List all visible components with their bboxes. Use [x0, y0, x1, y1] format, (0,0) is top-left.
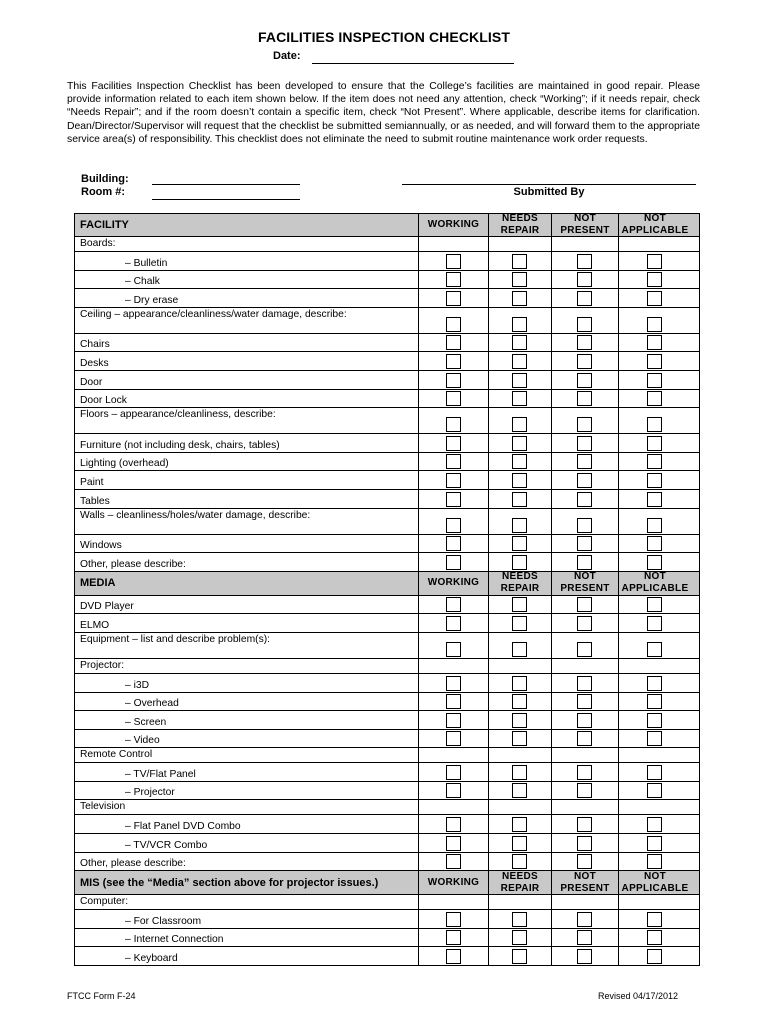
- item-label: – Bulletin: [125, 257, 168, 269]
- not-present-checkbox[interactable]: [577, 317, 592, 332]
- item-label: – Screen: [125, 716, 167, 728]
- item-label: – Video: [125, 735, 160, 747]
- column-header: WORKING: [418, 871, 488, 894]
- not-applicable-checkbox[interactable]: [647, 473, 662, 488]
- needs-repair-checkbox[interactable]: [512, 335, 527, 350]
- form-number: FTCC Form F-24: [67, 991, 136, 1001]
- checklist-row: [74, 614, 700, 633]
- needs-repair-checkbox[interactable]: [512, 555, 527, 570]
- column-header: NOT APPLICABLE: [618, 214, 691, 236]
- checklist-row: [74, 947, 700, 966]
- item-label: – Overhead: [125, 698, 179, 710]
- not-applicable-checkbox[interactable]: [647, 291, 662, 306]
- not-applicable-checkbox[interactable]: [647, 436, 662, 451]
- checklist-row: [74, 834, 700, 853]
- not-present-checkbox[interactable]: [577, 473, 592, 488]
- working-checkbox[interactable]: [446, 473, 461, 488]
- item-label: Television: [80, 801, 126, 813]
- needs-repair-checkbox[interactable]: [512, 317, 527, 332]
- needs-repair-checkbox[interactable]: [512, 391, 527, 406]
- room-field[interactable]: [152, 199, 300, 200]
- column-header: NEEDS REPAIR: [488, 572, 551, 595]
- not-present-checkbox[interactable]: [577, 616, 592, 631]
- checklist-row: [74, 490, 700, 509]
- needs-repair-checkbox[interactable]: [512, 642, 527, 657]
- checklist-row: [74, 237, 700, 252]
- form-title: FACILITIES INSPECTION CHECKLIST: [257, 29, 510, 45]
- not-present-checkbox[interactable]: [577, 694, 592, 709]
- not-applicable-checkbox[interactable]: [647, 713, 662, 728]
- checklist-row: [74, 535, 700, 554]
- needs-repair-checkbox[interactable]: [512, 291, 527, 306]
- needs-repair-checkbox[interactable]: [512, 713, 527, 728]
- section-header: [74, 871, 700, 895]
- checklist-row: [74, 659, 700, 674]
- item-label: Projector:: [80, 659, 125, 671]
- date-label: Date:: [273, 50, 301, 62]
- needs-repair-checkbox[interactable]: [512, 373, 527, 388]
- not-present-checkbox[interactable]: [577, 930, 592, 945]
- not-applicable-checkbox[interactable]: [647, 354, 662, 369]
- checklist-row: [74, 800, 700, 815]
- item-label: Walls – cleanliness/holes/water damage, describe:: [80, 509, 311, 521]
- item-label: – Internet Connection: [125, 934, 224, 946]
- working-checkbox[interactable]: [446, 555, 461, 570]
- not-present-checkbox[interactable]: [577, 391, 592, 406]
- not-applicable-checkbox[interactable]: [647, 518, 662, 533]
- needs-repair-checkbox[interactable]: [512, 473, 527, 488]
- item-label: – Dry erase: [125, 294, 179, 306]
- working-checkbox[interactable]: [446, 391, 461, 406]
- checklist-row: [74, 553, 700, 572]
- not-applicable-checkbox[interactable]: [647, 536, 662, 551]
- needs-repair-checkbox[interactable]: [512, 854, 527, 869]
- checklist-row: [74, 596, 700, 615]
- needs-repair-checkbox[interactable]: [512, 817, 527, 832]
- not-applicable-checkbox[interactable]: [647, 335, 662, 350]
- needs-repair-checkbox[interactable]: [512, 492, 527, 507]
- not-present-checkbox[interactable]: [577, 335, 592, 350]
- not-applicable-checkbox[interactable]: [647, 694, 662, 709]
- working-checkbox[interactable]: [446, 676, 461, 691]
- date-field[interactable]: [312, 63, 514, 64]
- not-present-checkbox[interactable]: [577, 518, 592, 533]
- working-checkbox[interactable]: [446, 436, 461, 451]
- working-checkbox[interactable]: [446, 731, 461, 746]
- checklist-row: [74, 674, 700, 693]
- item-label: – TV/VCR Combo: [125, 839, 208, 851]
- not-applicable-checkbox[interactable]: [647, 417, 662, 432]
- working-checkbox[interactable]: [446, 616, 461, 631]
- item-label: Boards:: [80, 238, 116, 249]
- column-header: NOT PRESENT: [551, 214, 618, 236]
- needs-repair-checkbox[interactable]: [512, 765, 527, 780]
- not-present-checkbox[interactable]: [577, 731, 592, 746]
- item-label: – Chalk: [125, 276, 160, 288]
- checklist-row: [74, 352, 700, 371]
- checklist-row: [74, 815, 700, 834]
- item-label: Other, please describe:: [80, 858, 186, 870]
- not-present-checkbox[interactable]: [577, 417, 592, 432]
- checklist-row: [74, 252, 700, 271]
- not-applicable-checkbox[interactable]: [647, 854, 662, 869]
- column-header: NEEDS REPAIR: [488, 871, 551, 894]
- checklist-row: [74, 711, 700, 730]
- checklist-table: [74, 213, 700, 966]
- checklist-row: [74, 408, 700, 434]
- item-label: DVD Player: [80, 601, 134, 613]
- not-present-checkbox[interactable]: [577, 454, 592, 469]
- working-checkbox[interactable]: [446, 836, 461, 851]
- not-present-checkbox[interactable]: [577, 555, 592, 570]
- column-header: NOT PRESENT: [551, 871, 618, 894]
- column-header: NEEDS REPAIR: [488, 214, 551, 236]
- building-label: Building:: [81, 173, 129, 185]
- not-applicable-checkbox[interactable]: [647, 930, 662, 945]
- not-present-checkbox[interactable]: [577, 713, 592, 728]
- needs-repair-checkbox[interactable]: [512, 616, 527, 631]
- not-applicable-checkbox[interactable]: [647, 373, 662, 388]
- not-applicable-checkbox[interactable]: [647, 616, 662, 631]
- column-header: WORKING: [418, 572, 488, 595]
- item-label: Remote Control: [80, 749, 153, 761]
- checklist-row: [74, 853, 700, 872]
- working-checkbox[interactable]: [446, 335, 461, 350]
- needs-repair-checkbox[interactable]: [512, 731, 527, 746]
- needs-repair-checkbox[interactable]: [512, 454, 527, 469]
- working-checkbox[interactable]: [446, 912, 461, 927]
- item-label: – For Classroom: [125, 915, 202, 927]
- working-checkbox[interactable]: [446, 930, 461, 945]
- working-checkbox[interactable]: [446, 854, 461, 869]
- working-checkbox[interactable]: [446, 518, 461, 533]
- needs-repair-checkbox[interactable]: [512, 436, 527, 451]
- checklist-row: [74, 929, 700, 948]
- not-present-checkbox[interactable]: [577, 912, 592, 927]
- checklist-row: [74, 453, 700, 472]
- not-applicable-checkbox[interactable]: [647, 492, 662, 507]
- needs-repair-checkbox[interactable]: [512, 518, 527, 533]
- working-checkbox[interactable]: [446, 272, 461, 287]
- checklist-row: [74, 748, 700, 763]
- checklist-row: [74, 371, 700, 390]
- checklist-row: [74, 308, 700, 334]
- item-label: Other, please describe:: [80, 558, 186, 570]
- not-applicable-checkbox[interactable]: [647, 912, 662, 927]
- working-checkbox[interactable]: [446, 354, 461, 369]
- section-header: [74, 213, 700, 237]
- column-header: NOT PRESENT: [551, 572, 618, 595]
- not-applicable-checkbox[interactable]: [647, 272, 662, 287]
- checklist-row: [74, 633, 700, 659]
- room-label: Room #:: [81, 186, 125, 198]
- item-label: Furniture (not including desk, chairs, tables): [80, 439, 280, 451]
- checklist-row: [74, 509, 700, 535]
- not-applicable-checkbox[interactable]: [647, 317, 662, 332]
- item-label: – Flat Panel DVD Combo: [125, 821, 241, 833]
- checklist-row: [74, 390, 700, 409]
- needs-repair-checkbox[interactable]: [512, 694, 527, 709]
- checklist-row: [74, 895, 700, 910]
- checklist-row: [74, 471, 700, 490]
- needs-repair-checkbox[interactable]: [512, 912, 527, 927]
- needs-repair-checkbox[interactable]: [512, 676, 527, 691]
- working-checkbox[interactable]: [446, 713, 461, 728]
- section-title: MIS (see the “Media” section above for projector issues.): [80, 876, 379, 889]
- needs-repair-checkbox[interactable]: [512, 254, 527, 269]
- not-present-checkbox[interactable]: [577, 817, 592, 832]
- item-label: Door: [80, 376, 103, 388]
- not-applicable-checkbox[interactable]: [647, 731, 662, 746]
- item-label: Computer:: [80, 896, 129, 908]
- working-checkbox[interactable]: [446, 373, 461, 388]
- not-applicable-checkbox[interactable]: [647, 817, 662, 832]
- checklist-row: [74, 271, 700, 290]
- needs-repair-checkbox[interactable]: [512, 354, 527, 369]
- checklist-row: [74, 910, 700, 929]
- needs-repair-checkbox[interactable]: [512, 597, 527, 612]
- item-label: Door Lock: [80, 395, 127, 407]
- working-checkbox[interactable]: [446, 642, 461, 657]
- needs-repair-checkbox[interactable]: [512, 836, 527, 851]
- working-checkbox[interactable]: [446, 765, 461, 780]
- not-present-checkbox[interactable]: [577, 676, 592, 691]
- not-present-checkbox[interactable]: [577, 836, 592, 851]
- checklist-row: [74, 763, 700, 782]
- item-label: Paint: [80, 476, 104, 488]
- item-label: – i3D: [125, 679, 150, 691]
- not-present-checkbox[interactable]: [577, 783, 592, 798]
- working-checkbox[interactable]: [446, 783, 461, 798]
- item-label: Tables: [80, 495, 110, 507]
- working-checkbox[interactable]: [446, 817, 461, 832]
- revision-date: Revised 04/17/2012: [598, 991, 679, 1001]
- not-present-checkbox[interactable]: [577, 492, 592, 507]
- working-checkbox[interactable]: [446, 317, 461, 332]
- checklist-row: [74, 782, 700, 801]
- checklist-row: [74, 434, 700, 453]
- not-applicable-checkbox[interactable]: [647, 836, 662, 851]
- item-label: Equipment – list and describe problem(s):: [80, 633, 271, 645]
- not-present-checkbox[interactable]: [577, 291, 592, 306]
- working-checkbox[interactable]: [446, 417, 461, 432]
- needs-repair-checkbox[interactable]: [512, 417, 527, 432]
- not-applicable-checkbox[interactable]: [647, 765, 662, 780]
- not-applicable-checkbox[interactable]: [647, 254, 662, 269]
- item-label: Windows: [80, 540, 122, 552]
- item-label: Chairs: [80, 339, 110, 351]
- not-present-checkbox[interactable]: [577, 272, 592, 287]
- not-present-checkbox[interactable]: [577, 597, 592, 612]
- not-applicable-checkbox[interactable]: [647, 454, 662, 469]
- column-header: NOT APPLICABLE: [618, 572, 691, 595]
- needs-repair-checkbox[interactable]: [512, 930, 527, 945]
- building-field[interactable]: [152, 184, 300, 185]
- not-applicable-checkbox[interactable]: [647, 949, 662, 964]
- section-title: MEDIA: [80, 577, 116, 590]
- item-label: Floors – appearance/cleanliness, describe:: [80, 409, 276, 421]
- intro-paragraph: This Facilities Inspection Checklist has been developed to ensure that the College’s facilities are maintained in good repair. Please provide information related to each item shown below. If the item does not need any attention, check “Working”; if it needs repair, check “Needs Repair”; and if the room doesn’t contain a specific item, check “Not Present”. Where applicable, describe items for clarification. Dean/Director/Supervisor will request that the checklist be submitted semiannually, or as needed, and will forward them to the appropriate service area(s) of responsibility. This checklist does not eliminate the need to submit routine maintenance work order requests.: [67, 81, 700, 145]
- working-checkbox[interactable]: [446, 694, 461, 709]
- needs-repair-checkbox[interactable]: [512, 272, 527, 287]
- working-checkbox[interactable]: [446, 454, 461, 469]
- item-label: Lighting (overhead): [80, 458, 169, 470]
- not-present-checkbox[interactable]: [577, 354, 592, 369]
- working-checkbox[interactable]: [446, 597, 461, 612]
- not-present-checkbox[interactable]: [577, 536, 592, 551]
- item-label: ELMO: [80, 619, 110, 631]
- section-title: FACILITY: [80, 219, 129, 231]
- not-present-checkbox[interactable]: [577, 642, 592, 657]
- needs-repair-checkbox[interactable]: [512, 783, 527, 798]
- not-present-checkbox[interactable]: [577, 854, 592, 869]
- not-applicable-checkbox[interactable]: [647, 676, 662, 691]
- submitted-by-label: Submitted By: [513, 186, 585, 198]
- column-header: WORKING: [418, 214, 488, 236]
- needs-repair-checkbox[interactable]: [512, 536, 527, 551]
- item-label: – Projector: [125, 787, 175, 799]
- needs-repair-checkbox[interactable]: [512, 949, 527, 964]
- item-label: – TV/Flat Panel: [125, 768, 196, 780]
- column-header: NOT APPLICABLE: [618, 871, 691, 894]
- item-label: – Keyboard: [125, 953, 178, 965]
- checklist-row: [74, 693, 700, 712]
- submitted-by-field[interactable]: [402, 184, 696, 185]
- checklist-row: [74, 730, 700, 749]
- not-present-checkbox[interactable]: [577, 949, 592, 964]
- not-present-checkbox[interactable]: [577, 765, 592, 780]
- not-applicable-checkbox[interactable]: [647, 642, 662, 657]
- checklist-row: [74, 334, 700, 353]
- working-checkbox[interactable]: [446, 254, 461, 269]
- item-label: Ceiling – appearance/cleanliness/water damage, describe:: [80, 308, 347, 320]
- not-applicable-checkbox[interactable]: [647, 597, 662, 612]
- not-present-checkbox[interactable]: [577, 373, 592, 388]
- item-label: Desks: [80, 357, 109, 369]
- working-checkbox[interactable]: [446, 291, 461, 306]
- working-checkbox[interactable]: [446, 492, 461, 507]
- not-applicable-checkbox[interactable]: [647, 783, 662, 798]
- working-checkbox[interactable]: [446, 949, 461, 964]
- not-applicable-checkbox[interactable]: [647, 391, 662, 406]
- checklist-row: [74, 289, 700, 308]
- working-checkbox[interactable]: [446, 536, 461, 551]
- not-applicable-checkbox[interactable]: [647, 555, 662, 570]
- not-present-checkbox[interactable]: [577, 436, 592, 451]
- not-present-checkbox[interactable]: [577, 254, 592, 269]
- section-header: [74, 572, 700, 596]
